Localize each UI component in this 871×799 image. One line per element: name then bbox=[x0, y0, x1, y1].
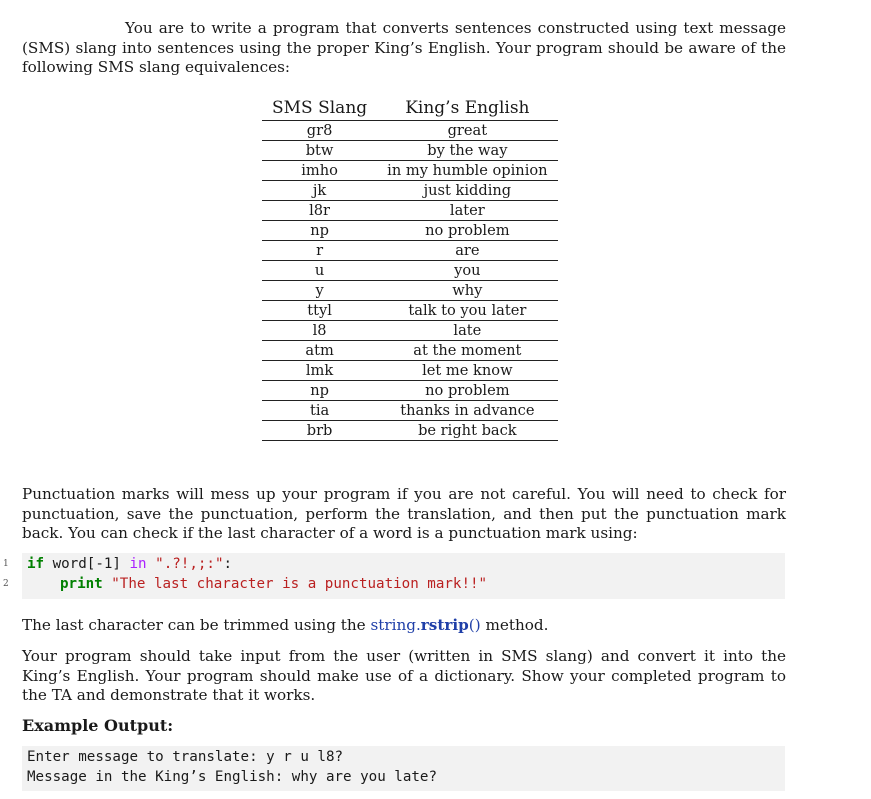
keyword: if bbox=[27, 556, 45, 572]
table-row bbox=[262, 301, 558, 321]
table-row bbox=[262, 421, 558, 441]
sms-slang-cell: imho bbox=[262, 161, 377, 181]
sms-slang-cell: btw bbox=[262, 141, 377, 161]
table-row bbox=[262, 261, 558, 281]
sms-slang-cell: jk bbox=[262, 181, 377, 201]
string-literal: "The last character is a punctuation mark!!" bbox=[111, 576, 488, 592]
intro-paragraph: You are to write a program that converts sentences constructed using text message (SMS) slang into sentences using the proper King’s English. Your program should be aware of the following SMS slang equivalences: bbox=[22, 19, 786, 76]
code-line bbox=[27, 556, 232, 572]
kings-english-cell: in my humble opinion bbox=[377, 161, 557, 181]
example-output-heading: Example Output: bbox=[22, 716, 174, 735]
trim-text: method. bbox=[480, 616, 549, 634]
example-output-block bbox=[22, 746, 785, 791]
table-row bbox=[262, 201, 558, 221]
kings-english-cell: at the moment bbox=[377, 341, 557, 361]
keyword: print bbox=[60, 576, 103, 592]
kings-english-cell: no problem bbox=[377, 381, 557, 401]
table-row bbox=[262, 161, 558, 181]
sms-slang-cell: tia bbox=[262, 401, 377, 421]
kings-english-cell: are bbox=[377, 241, 557, 261]
kings-english-cell: let me know bbox=[377, 361, 557, 381]
sms-slang-cell: brb bbox=[262, 421, 377, 441]
sms-slang-cell: gr8 bbox=[262, 121, 377, 141]
sms-slang-cell: np bbox=[262, 381, 377, 401]
kings-english-cell: thanks in advance bbox=[377, 401, 557, 421]
output-line: Enter message to translate: y r u l8? bbox=[27, 749, 344, 765]
kings-english-cell: you bbox=[377, 261, 557, 281]
keyword: in bbox=[129, 556, 147, 572]
kings-english-cell: no problem bbox=[377, 221, 557, 241]
table-row bbox=[262, 341, 558, 361]
line-number: 2 bbox=[3, 579, 9, 589]
code-text: : bbox=[223, 556, 233, 572]
sms-slang-cell: np bbox=[262, 221, 377, 241]
sms-slang-cell: lmk bbox=[262, 361, 377, 381]
sms-slang-cell: l8 bbox=[262, 321, 377, 341]
sms-slang-cell: u bbox=[262, 261, 377, 281]
string-literal: ".?!,;:" bbox=[155, 556, 224, 572]
table-row bbox=[262, 361, 558, 381]
header-sms-slang: SMS Slang bbox=[262, 97, 377, 121]
sms-slang-cell: atm bbox=[262, 341, 377, 361]
sms-slang-cell: r bbox=[262, 241, 377, 261]
line-number: 1 bbox=[3, 559, 9, 569]
sms-slang-cell: y bbox=[262, 281, 377, 301]
input-paragraph: Your program should take input from the user (written in SMS slang) and convert it into the King’s English. Your program should make use of a dictionary. Show your completed program to the TA and demonstrate that it works. bbox=[22, 647, 786, 704]
kings-english-cell: just kidding bbox=[377, 181, 557, 201]
table-row bbox=[262, 241, 558, 261]
kings-english-cell: be right back bbox=[377, 421, 557, 441]
table-row bbox=[262, 381, 558, 401]
table-row bbox=[262, 181, 558, 201]
trim-sentence bbox=[22, 616, 786, 636]
kings-english-cell: late bbox=[377, 321, 557, 341]
code-block bbox=[3, 553, 785, 599]
header-kings-english: King’s English bbox=[377, 97, 557, 121]
table-row bbox=[262, 321, 558, 341]
punctuation-paragraph: Punctuation marks will mess up your program if you are not careful. You will need to check for punctuation, save the punctuation, perform the translation, and then put the punctuation mark back. You can check if the last character of a word is a punctuation mark using: bbox=[22, 485, 786, 542]
table-row bbox=[262, 141, 558, 161]
table-row bbox=[262, 281, 558, 301]
trim-text: The last character can be trimmed using the bbox=[22, 616, 371, 634]
sms-slang-cell: ttyl bbox=[262, 301, 377, 321]
kings-english-cell: great bbox=[377, 121, 557, 141]
table-row bbox=[262, 221, 558, 241]
sms-slang-cell: l8r bbox=[262, 201, 377, 221]
kings-english-cell: by the way bbox=[377, 141, 557, 161]
output-line: Message in the King’s English: why are you late? bbox=[27, 769, 437, 785]
sms-slang-table bbox=[262, 97, 558, 441]
table-header-row bbox=[262, 97, 558, 121]
kings-english-cell: later bbox=[377, 201, 557, 221]
table-row bbox=[262, 401, 558, 421]
rstrip-reference: string.rstrip() bbox=[370, 616, 481, 634]
code-text: word[-1] bbox=[44, 556, 130, 572]
code-line bbox=[60, 576, 487, 592]
kings-english-cell: why bbox=[377, 281, 557, 301]
table-row bbox=[262, 121, 558, 141]
kings-english-cell: talk to you later bbox=[377, 301, 557, 321]
